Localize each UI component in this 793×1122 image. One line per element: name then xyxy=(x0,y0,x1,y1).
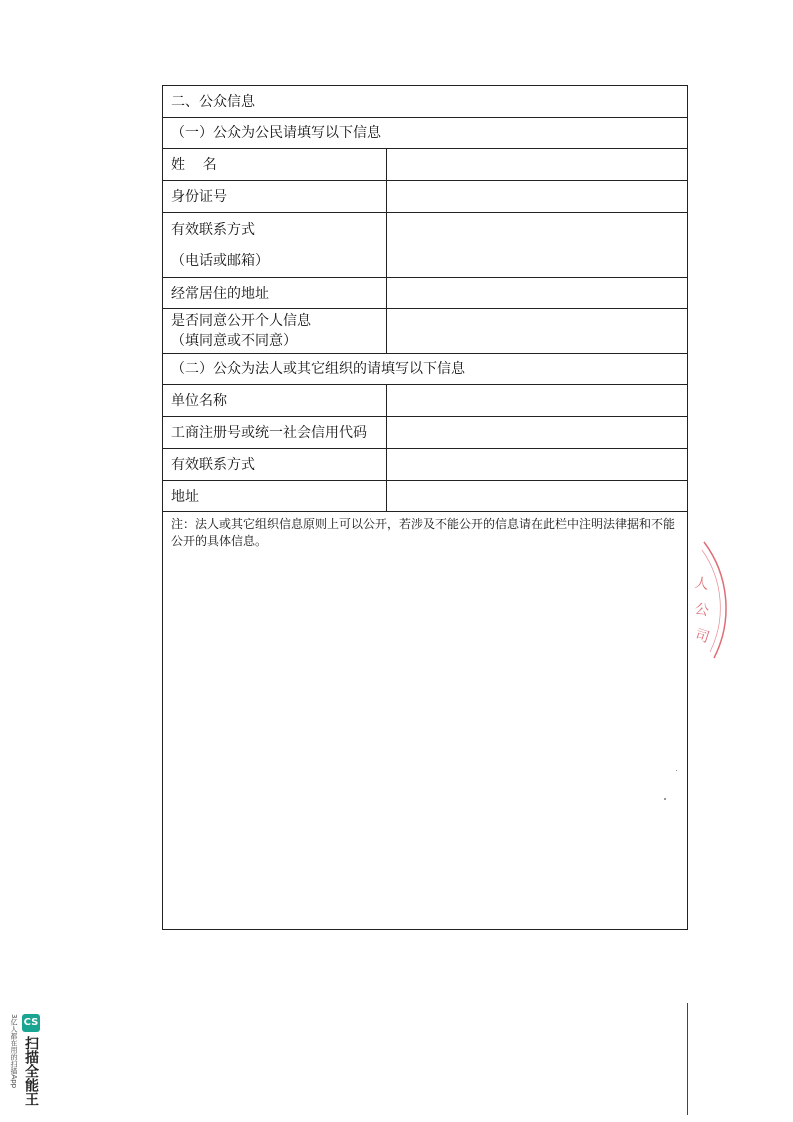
citizen-header-row xyxy=(163,118,687,149)
id-label-cell xyxy=(163,181,387,212)
consent-label-line2: （填同意或不同意） xyxy=(171,333,297,349)
org-address-row xyxy=(163,481,687,512)
unit-label: 单位名称 xyxy=(171,393,227,409)
consent-label-line1: 是否同意公开个人信息 xyxy=(171,313,311,329)
consent-row xyxy=(163,309,687,354)
contact-label-line1: 有效联系方式 xyxy=(171,222,255,238)
contact-label-cell xyxy=(163,213,387,277)
scan-speck xyxy=(676,770,677,771)
section-title: 二、公众信息 xyxy=(171,94,255,110)
svg-text:人: 人 xyxy=(693,575,710,594)
camscanner-brand-name: 扫描全能王 xyxy=(23,1036,39,1106)
registration-label: 工商注册号或统一社会信用代码 xyxy=(171,425,367,441)
org-contact-row xyxy=(163,449,687,481)
camscanner-tagline: 3亿人都在用的扫描App xyxy=(10,1014,18,1089)
public-info-form xyxy=(162,85,688,930)
registration-label-cell xyxy=(163,417,387,448)
org-contact-label-cell xyxy=(163,449,387,480)
residence-row xyxy=(163,278,687,309)
residence-label: 经常居住的地址 xyxy=(171,286,269,302)
id-row xyxy=(163,181,687,213)
contact-row xyxy=(163,213,687,278)
scan-speck xyxy=(664,798,666,800)
consent-label-cell xyxy=(163,309,387,353)
scan-edge-line xyxy=(687,1003,688,1115)
name-row xyxy=(163,149,687,181)
name-label-cell xyxy=(163,149,387,180)
svg-text:公: 公 xyxy=(693,601,711,620)
unit-label-cell xyxy=(163,385,387,416)
contact-label-line2: （电话或邮箱） xyxy=(171,253,269,269)
organization-header-row xyxy=(163,354,687,385)
name-label: 姓 名 xyxy=(171,157,217,173)
residence-label-cell xyxy=(163,278,387,308)
camscanner-logo-icon: CS xyxy=(22,1014,40,1032)
unit-row xyxy=(163,385,687,417)
section-title-row xyxy=(163,86,687,118)
organization-header: （二）公众为法人或其它组织的请填写以下信息 xyxy=(171,361,465,377)
company-seal-fragment xyxy=(690,540,750,660)
id-label: 身份证号 xyxy=(171,189,227,205)
org-address-label: 地址 xyxy=(171,489,199,505)
svg-text:司: 司 xyxy=(693,626,712,647)
citizen-header: （一）公众为公民请填写以下信息 xyxy=(171,125,381,141)
org-contact-label: 有效联系方式 xyxy=(171,457,255,473)
org-address-label-cell xyxy=(163,481,387,511)
note-text: 注：法人或其它组织信息原则上可以公开，若涉及不能公开的信息请在此栏中注明法律据和不能公开的具体信息。 xyxy=(171,517,676,548)
registration-row xyxy=(163,417,687,449)
